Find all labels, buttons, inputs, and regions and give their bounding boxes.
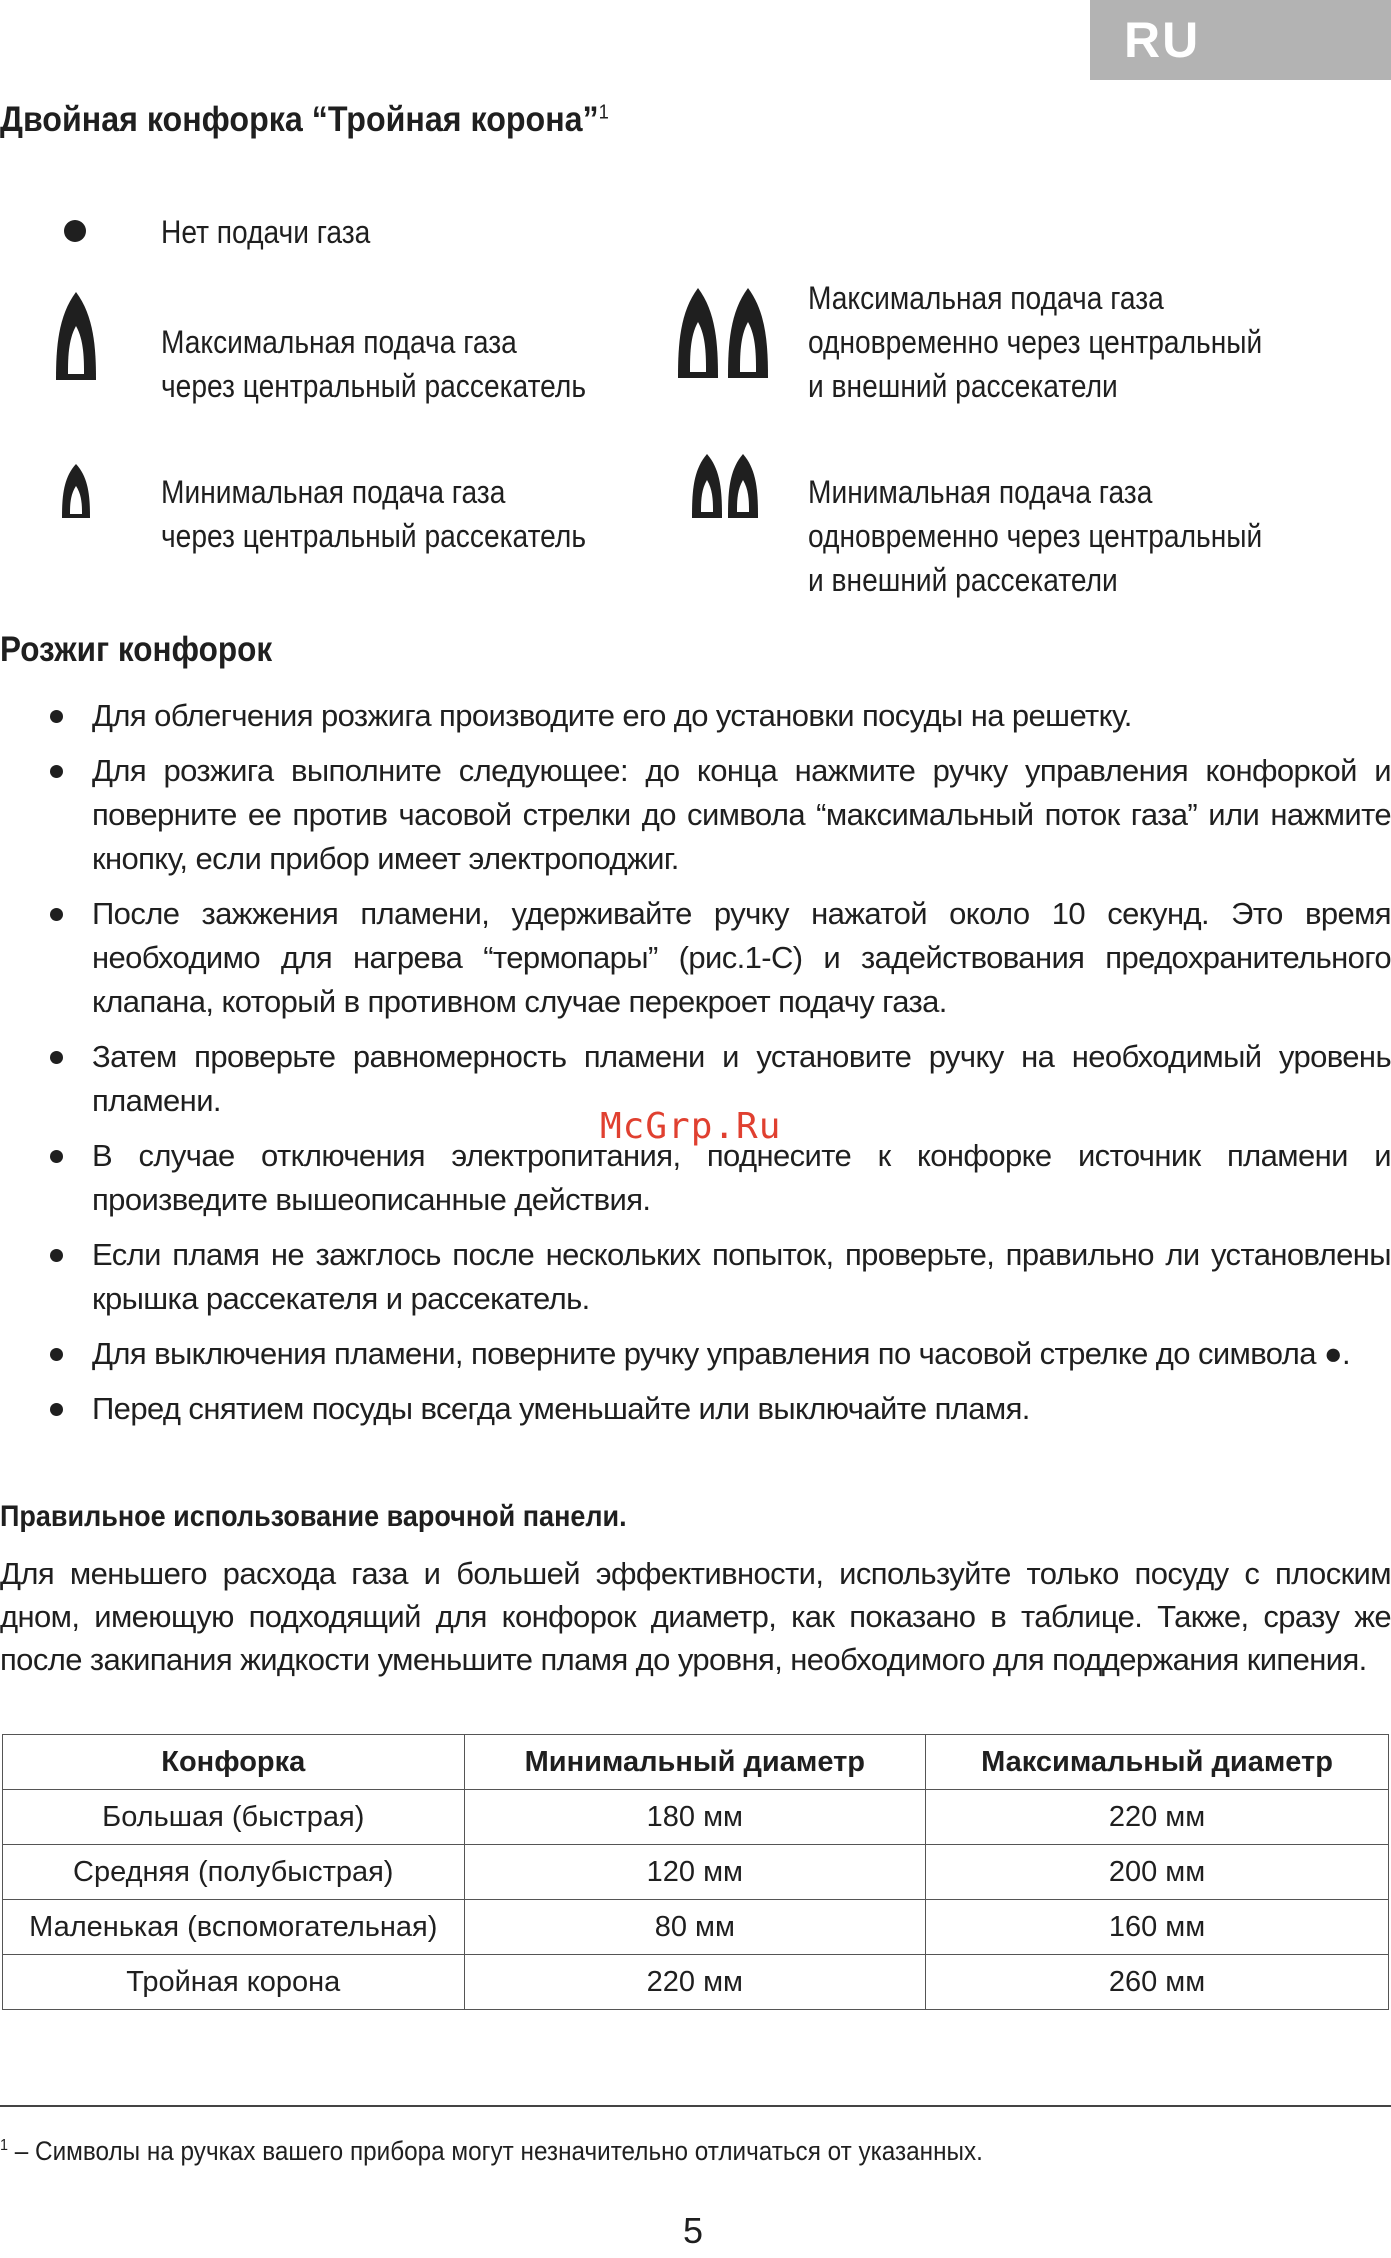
symbol-min-both-label: Минимальная подача газа одновременно через центральный и внешний рассекатели [808, 474, 1263, 598]
symbol-max-center-label: Максимальная подача газа через центральный рассекатель [161, 324, 586, 404]
table-cell: Маленькая (вспомогательная) [3, 1900, 465, 1955]
small-flame-icon [60, 462, 92, 520]
table-cell: 220 мм [926, 1790, 1389, 1845]
symbol-no-gas-label: Нет подачи газа [161, 214, 371, 250]
section-title-text: Двойная конфорка “Тройная корона” [0, 100, 599, 139]
list-item: В случае отключения электропитания, поднесите к конфорке источник пламени и произведите вышеописанные действия. [0, 1134, 1391, 1222]
no-gas-dot-icon [62, 218, 88, 244]
section-title-proper-use: Правильное использование варочной панели. [0, 1500, 627, 1533]
section-title-triple-crown [0, 100, 609, 140]
table-cell: Большая (быстрая) [3, 1790, 465, 1845]
header-burner: Конфорка [3, 1735, 465, 1790]
section-title-ignition: Розжиг конфорок [0, 630, 273, 669]
table-cell: 80 мм [464, 1900, 926, 1955]
list-item: После зажжения пламени, удерживайте ручку нажатой около 10 секунд. Это время необходимо для нагрева “термопары” (рис.1-С) и задействования предохранительного клапана, который в противном случае перекроет подачу газа. [0, 892, 1391, 1024]
footnote-number: 1 [0, 2137, 9, 2154]
bullet-icon [50, 1403, 63, 1416]
table-cell: Средняя (полубыстрая) [3, 1845, 465, 1900]
symbol-min-center-label: Минимальная подача газа через центральный рассекатель [161, 474, 586, 554]
header-max-diameter: Максимальный диаметр [926, 1735, 1389, 1790]
list-item: Для выключения пламени, поверните ручку управления по часовой стрелке до символа ●. [0, 1332, 1391, 1376]
bullet-icon [50, 908, 63, 921]
footnote-text: – Символы на ручках вашего прибора могут незначительно отличаться от указанных. [8, 2136, 983, 2166]
bullet-icon [50, 710, 63, 723]
table-cell: 180 мм [464, 1790, 926, 1845]
bullet-icon [50, 1051, 63, 1064]
page-number: 5 [683, 2210, 704, 2251]
ignition-instructions-list [0, 694, 1391, 1442]
list-item: Для розжига выполните следующее: до конца нажмите ручку управления конфоркой и поверните ее против часовой стрелки до символа “максимальный поток газа” или нажмите кнопку, если прибор имеет электроподжиг. [0, 749, 1391, 881]
list-item: Для облегчения розжига производите его до установки посуды на решетку. [0, 694, 1391, 738]
symbol-max-both-label: Максимальная подача газа одновременно через центральный и внешний рассекатели [808, 280, 1263, 404]
table-cell: 200 мм [926, 1845, 1389, 1900]
list-item: Затем проверьте равномерность пламени и установите ручку на необходимый уровень пламени. [0, 1035, 1391, 1123]
list-item: Перед снятием посуды всегда уменьшайте или выключайте пламя. [0, 1387, 1391, 1431]
table-row [3, 1790, 1389, 1845]
burner-diameter-table [2, 1734, 1389, 2010]
table-cell: 160 мм [926, 1900, 1389, 1955]
table-cell: 220 мм [464, 1955, 926, 2010]
watermark: McGrp.Ru [600, 1106, 782, 1147]
footnote [0, 2136, 983, 2167]
large-flame-icon [54, 290, 98, 382]
bullet-icon [50, 1348, 63, 1361]
bullet-icon [50, 1150, 63, 1163]
header-min-diameter: Минимальный диаметр [464, 1735, 926, 1790]
footnote-marker: 1 [598, 101, 609, 124]
bullet-icon [50, 1249, 63, 1262]
language-tab: RU [1090, 0, 1391, 80]
table-row [3, 1900, 1389, 1955]
double-small-flame-icon [690, 452, 760, 520]
double-large-flame-icon [676, 286, 770, 380]
bullet-icon [50, 765, 63, 778]
table-cell: 120 мм [464, 1845, 926, 1900]
table-row [3, 1955, 1389, 2010]
table-row [3, 1845, 1389, 1900]
list-item: Если пламя не зажглось после нескольких попыток, проверьте, правильно ли установлены крышка рассекателя и рассекатель. [0, 1233, 1391, 1321]
table-header-row [3, 1735, 1389, 1790]
table-cell: 260 мм [926, 1955, 1389, 2010]
proper-use-paragraph: Для меньшего расхода газа и большей эффективности, используйте только посуду с плоским дном, имеющую подходящий для конфорок диаметр, как показано в таблице. Также, сразу же после закипания жидкости уменьшите пламя до уровня, необходимого для поддержания кипения. [0, 1556, 1391, 1677]
footnote-divider [0, 2105, 1391, 2107]
table-cell: Тройная корона [3, 1955, 465, 2010]
